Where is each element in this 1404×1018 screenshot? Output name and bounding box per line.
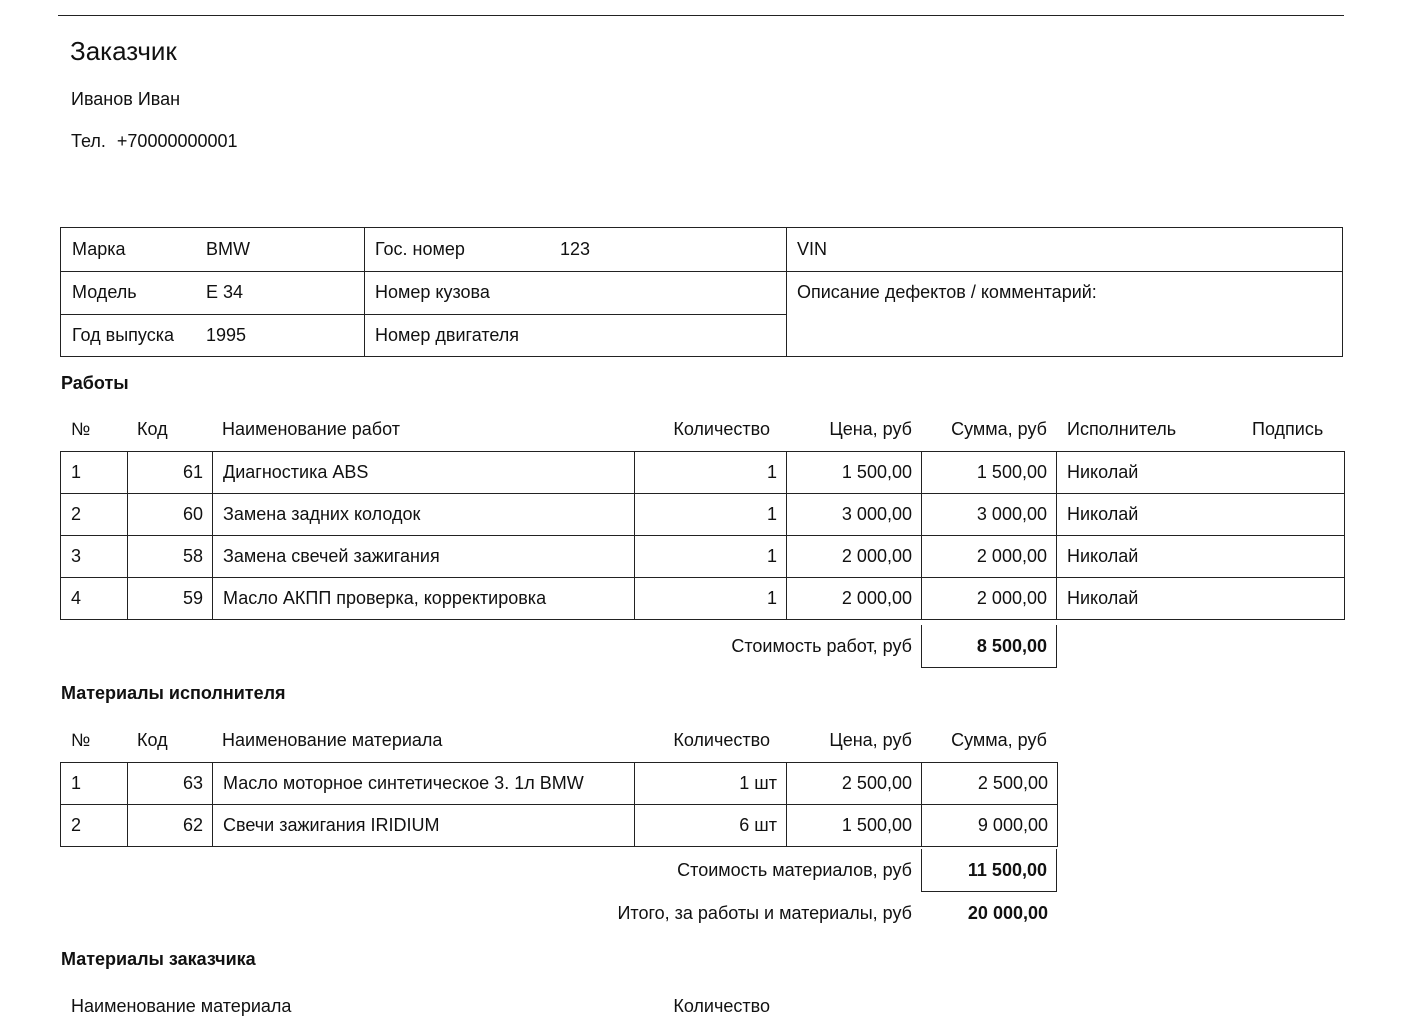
work-code: 60 — [128, 494, 213, 536]
work-price: 1 500,00 — [787, 452, 922, 494]
works-header-price: Цена, руб — [829, 419, 912, 439]
brand-value: BMW — [206, 239, 250, 259]
materials-header-num: № — [71, 730, 91, 750]
customer-materials-header-name: Наименование материала — [71, 996, 292, 1016]
material-price: 2 500,00 — [787, 763, 922, 805]
materials-header-qty: Количество — [673, 730, 770, 750]
grand-total-label: Итого, за работы и материалы, руб — [617, 903, 912, 923]
model-label: Модель — [72, 282, 137, 302]
phone-label: Тел. — [71, 131, 106, 151]
material-name: Свечи зажигания IRIDIUM — [213, 805, 635, 847]
works-header-name: Наименование работ — [222, 419, 400, 439]
work-price: 2 000,00 — [787, 578, 922, 620]
material-price: 1 500,00 — [787, 805, 922, 847]
work-sum: 1 500,00 — [922, 452, 1057, 494]
works-header-signature: Подпись — [1252, 419, 1324, 439]
work-qty: 1 — [635, 536, 787, 578]
table-row — [61, 452, 1345, 494]
customer-name: Иванов Иван — [71, 89, 181, 109]
table-row — [61, 763, 1058, 805]
work-sum: 3 000,00 — [922, 494, 1057, 536]
work-executor: Николай — [1057, 494, 1345, 536]
works-header-code: Код — [137, 419, 168, 439]
model-value: E 34 — [206, 282, 244, 302]
table-row — [61, 494, 1345, 536]
material-sum: 2 500,00 — [922, 763, 1058, 805]
materials-total-label: Стоимость материалов, руб — [677, 860, 912, 880]
material-code: 62 — [128, 805, 213, 847]
work-executor: Николай — [1057, 536, 1345, 578]
table-row — [61, 578, 1345, 620]
work-price: 3 000,00 — [787, 494, 922, 536]
customer-phone — [71, 131, 238, 152]
work-code: 61 — [128, 452, 213, 494]
material-name: Масло моторное синтетическое 3. 1л BMW — [213, 763, 635, 805]
work-num: 3 — [61, 536, 128, 578]
work-code: 59 — [128, 578, 213, 620]
works-header-num: № — [71, 419, 91, 439]
materials-heading: Материалы исполнителя — [61, 683, 286, 703]
material-num: 1 — [61, 763, 128, 805]
works-heading: Работы — [61, 373, 129, 393]
work-num: 4 — [61, 578, 128, 620]
plate-label: Гос. номер — [375, 239, 465, 259]
works-header-sum: Сумма, руб — [951, 419, 1047, 439]
works-header-executor: Исполнитель — [1067, 419, 1177, 439]
work-num: 1 — [61, 452, 128, 494]
materials-header-price: Цена, руб — [829, 730, 912, 750]
work-code: 58 — [128, 536, 213, 578]
material-qty: 1 шт — [635, 763, 787, 805]
materials-header-name: Наименование материала — [222, 730, 443, 750]
work-executor: Николай — [1057, 578, 1345, 620]
work-qty: 1 — [635, 578, 787, 620]
work-name: Масло АКПП проверка, корректировка — [213, 578, 635, 620]
top-divider — [58, 15, 1344, 16]
plate-value: 123 — [560, 239, 591, 259]
engine-number-label: Номер двигателя — [375, 325, 520, 345]
car-info-table — [60, 227, 1343, 357]
grand-total-value: 20 000,00 — [967, 903, 1048, 923]
customer-materials-header-qty: Количество — [673, 996, 770, 1016]
work-name: Замена задних колодок — [213, 494, 635, 536]
defects-label: Описание дефектов / комментарий: — [797, 282, 1097, 302]
materials-header-code: Код — [137, 730, 168, 750]
works-total-value: 8 500,00 — [921, 625, 1057, 668]
brand-label: Марка — [72, 239, 126, 259]
table-row — [61, 536, 1345, 578]
works-total-label: Стоимость работ, руб — [731, 636, 912, 656]
materials-header-sum: Сумма, руб — [951, 730, 1047, 750]
material-num: 2 — [61, 805, 128, 847]
vin-label: VIN — [797, 239, 828, 259]
work-sum: 2 000,00 — [922, 578, 1057, 620]
work-qty: 1 — [635, 494, 787, 536]
year-value: 1995 — [206, 325, 247, 345]
work-name: Замена свечей зажигания — [213, 536, 635, 578]
works-table — [60, 451, 1345, 620]
materials-total-value: 11 500,00 — [921, 849, 1057, 892]
work-price: 2 000,00 — [787, 536, 922, 578]
year-label: Год выпуска — [72, 325, 174, 345]
phone-value: +70000000001 — [116, 131, 238, 151]
material-sum: 9 000,00 — [922, 805, 1058, 847]
body-number-label: Номер кузова — [375, 282, 490, 302]
work-num: 2 — [61, 494, 128, 536]
work-sum: 2 000,00 — [922, 536, 1057, 578]
material-code: 63 — [128, 763, 213, 805]
table-row — [61, 805, 1058, 847]
material-qty: 6 шт — [635, 805, 787, 847]
customer-materials-heading: Материалы заказчика — [61, 949, 256, 969]
work-name: Диагностика ABS — [213, 452, 635, 494]
works-header-qty: Количество — [673, 419, 770, 439]
work-executor: Николай — [1057, 452, 1345, 494]
work-qty: 1 — [635, 452, 787, 494]
materials-table — [60, 762, 1058, 847]
customer-heading: Заказчик — [70, 36, 177, 66]
